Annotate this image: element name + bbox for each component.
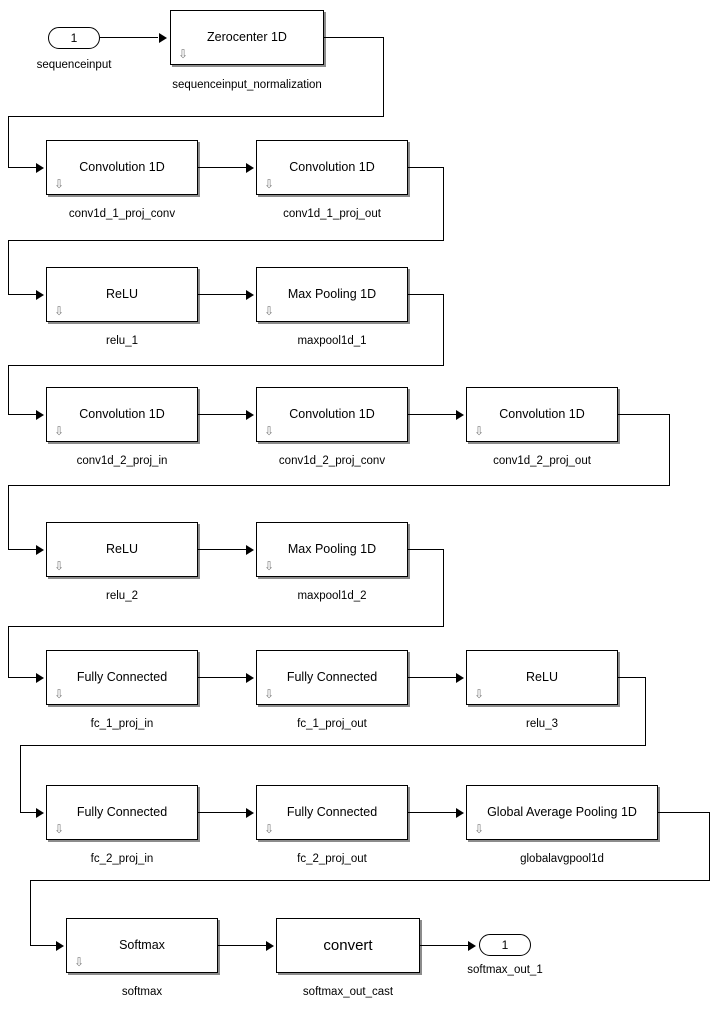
caption-relu-2: relu_2 [106, 590, 138, 602]
wire-r2-out [408, 167, 444, 168]
block-label: ReLU [526, 670, 558, 685]
arrow-relu-3-in [456, 673, 464, 683]
arrow-fc-2-proj-out-in [246, 808, 254, 818]
block-label: ReLU [106, 287, 138, 302]
wire-r8-mid [218, 945, 266, 946]
input-port-label: 1 [70, 31, 78, 45]
block-conv1d-1-proj-out[interactable] [256, 140, 408, 195]
wire-r2-left [8, 240, 444, 241]
wire-r6-down2 [645, 677, 646, 746]
wire-r4-left [8, 485, 670, 486]
block-fc-2-proj-in[interactable] [46, 785, 198, 840]
block-softmax[interactable] [66, 918, 218, 973]
wire-r6-in [8, 677, 38, 678]
wire-r4-down [8, 365, 9, 415]
caption-maxpool1d-1: maxpool1d_1 [297, 335, 367, 347]
deep-learning-badge-icon: ⇩ [473, 424, 485, 438]
wire-r2-down2 [443, 167, 444, 241]
caption-conv1d-2-proj-out: conv1d_2_proj_out [493, 455, 591, 467]
block-label: Global Average Pooling 1D [487, 805, 637, 820]
wire-r6-mid2 [408, 677, 456, 678]
wire-r4-mid1 [198, 414, 246, 415]
block-relu-2[interactable] [46, 522, 198, 577]
block-label: Convolution 1D [289, 160, 375, 175]
wire-r8-out [420, 945, 468, 946]
deep-learning-badge-icon: ⇩ [53, 424, 65, 438]
wire-r2-down [8, 116, 9, 168]
caption-fc-1-proj-out: fc_1_proj_out [297, 718, 367, 730]
block-softmax-out-cast[interactable] [276, 918, 420, 973]
deep-learning-badge-icon: ⇩ [53, 559, 65, 573]
block-conv1d-2-proj-conv[interactable] [256, 387, 408, 442]
arrow-maxpool1d-2-in [246, 545, 254, 555]
block-conv1d-1-proj-conv[interactable] [46, 140, 198, 195]
wire-r5-in [8, 549, 38, 550]
caption-conv1d-2-proj-conv: conv1d_2_proj_conv [278, 455, 386, 467]
wire-input-to-zerocenter [100, 37, 158, 38]
arrow-conv1d-2-proj-in-in [36, 410, 44, 420]
wire-r6-down [8, 626, 9, 678]
wire-r5-left [8, 626, 444, 627]
arrow-maxpool1d-1-in [246, 290, 254, 300]
wire-r5-out [408, 549, 444, 550]
block-maxpool1d-1[interactable] [256, 267, 408, 322]
deep-learning-badge-icon: ⇩ [177, 47, 189, 61]
block-globalavgpool1d[interactable] [466, 785, 658, 840]
caption-fc-1-proj-in: fc_1_proj_in [90, 718, 154, 730]
wire-r7-down2 [709, 812, 710, 881]
block-maxpool1d-2[interactable] [256, 522, 408, 577]
wire-r2-in [8, 167, 38, 168]
arrow-zerocenter-in [159, 33, 167, 43]
block-label: Convolution 1D [289, 407, 375, 422]
block-fc-1-proj-in[interactable] [46, 650, 198, 705]
wire-r3-in [8, 294, 38, 295]
caption-maxpool1d-2: maxpool1d_2 [297, 590, 367, 602]
wire-r1-down [383, 37, 384, 117]
deep-learning-badge-icon: ⇩ [53, 687, 65, 701]
caption-sequenceinput: sequenceinput [36, 59, 112, 71]
arrow-fc-1-proj-out-in [246, 673, 254, 683]
arrow-globalavgpool1d-in [456, 808, 464, 818]
wire-r5-mid [198, 549, 246, 550]
wire-r6-left [20, 745, 646, 746]
wire-r7-mid2 [408, 812, 456, 813]
wire-r3-down2 [443, 294, 444, 366]
block-fc-1-proj-out[interactable] [256, 650, 408, 705]
caption-sequenceinput-normalization: sequenceinput_normalization [172, 79, 322, 91]
arrow-softmax-in [56, 941, 64, 951]
deep-learning-badge-icon: ⇩ [73, 955, 85, 969]
wire-r4-mid2 [408, 414, 456, 415]
wire-r4-out [618, 414, 670, 415]
deep-learning-badge-icon: ⇩ [263, 424, 275, 438]
wire-r6-out [618, 677, 646, 678]
caption-globalavgpool1d: globalavgpool1d [520, 853, 604, 865]
wire-r3-left [8, 365, 444, 366]
wire-r1-left [8, 116, 384, 117]
wire-r7-mid1 [198, 812, 246, 813]
block-label: ReLU [106, 542, 138, 557]
wire-r5-down2 [443, 549, 444, 627]
block-label: Fully Connected [286, 805, 378, 820]
block-label: Fully Connected [76, 805, 168, 820]
wire-r4-down2 [669, 414, 670, 486]
block-label: Convolution 1D [499, 407, 585, 422]
block-sequenceinput-normalization[interactable] [170, 10, 324, 65]
arrow-conv1d-1-proj-out-in [246, 163, 254, 173]
caption-softmax-out-1: softmax_out_1 [467, 964, 543, 976]
caption-conv1d-1-proj-conv: conv1d_1_proj_conv [68, 208, 176, 220]
wire-r2-mid [198, 167, 246, 168]
caption-relu-3: relu_3 [526, 718, 558, 730]
block-label: Max Pooling 1D [287, 287, 377, 302]
arrow-output-port-in [468, 941, 476, 951]
input-port-sequenceinput[interactable] [48, 27, 100, 49]
deep-learning-badge-icon: ⇩ [263, 177, 275, 191]
caption-softmax-out-cast: softmax_out_cast [302, 986, 394, 998]
wire-r7-out [658, 812, 710, 813]
block-conv1d-2-proj-in[interactable] [46, 387, 198, 442]
wire-r8-down [30, 880, 31, 946]
wire-r3-out [408, 294, 444, 295]
wire-r1-out [324, 37, 384, 38]
arrow-fc-2-proj-in-in [36, 808, 44, 818]
deep-learning-badge-icon: ⇩ [263, 304, 275, 318]
block-label: Convolution 1D [79, 407, 165, 422]
block-label: Max Pooling 1D [287, 542, 377, 557]
output-port-softmax-out-1[interactable] [479, 934, 531, 956]
block-fc-2-proj-out[interactable] [256, 785, 408, 840]
arrow-conv1d-2-proj-conv-in [246, 410, 254, 420]
wire-r5-down [8, 485, 9, 549]
caption-conv1d-1-proj-out: conv1d_1_proj_out [283, 208, 381, 220]
block-label: convert [323, 936, 373, 954]
wire-r7-down [20, 745, 21, 813]
block-relu-3[interactable] [466, 650, 618, 705]
wire-r4-in [8, 414, 38, 415]
block-relu-1[interactable] [46, 267, 198, 322]
deep-learning-badge-icon: ⇩ [473, 822, 485, 836]
block-label: Softmax [119, 938, 165, 953]
output-port-label: 1 [501, 938, 509, 952]
arrow-softmax-out-cast-in [266, 941, 274, 951]
arrow-conv1d-1-proj-conv-in [36, 163, 44, 173]
wire-r3-mid [198, 294, 246, 295]
block-conv1d-2-proj-out[interactable] [466, 387, 618, 442]
caption-softmax: softmax [121, 986, 163, 998]
wire-r6-mid1 [198, 677, 246, 678]
wire-r7-left [30, 880, 710, 881]
caption-conv1d-2-proj-in: conv1d_2_proj_in [76, 455, 168, 467]
caption-relu-1: relu_1 [106, 335, 138, 347]
arrow-fc-1-proj-in-in [36, 673, 44, 683]
deep-learning-badge-icon: ⇩ [53, 304, 65, 318]
deep-learning-badge-icon: ⇩ [53, 177, 65, 191]
block-label: Fully Connected [76, 670, 168, 685]
caption-fc-2-proj-in: fc_2_proj_in [90, 853, 154, 865]
wire-r3-down [8, 240, 9, 295]
wire-r8-in [30, 945, 58, 946]
arrow-conv1d-2-proj-out-in [456, 410, 464, 420]
deep-learning-badge-icon: ⇩ [473, 687, 485, 701]
block-label: Zerocenter 1D [207, 30, 287, 45]
block-label: Convolution 1D [79, 160, 165, 175]
deep-learning-badge-icon: ⇩ [263, 687, 275, 701]
arrow-relu-2-in [36, 545, 44, 555]
arrow-relu-1-in [36, 290, 44, 300]
deep-learning-badge-icon: ⇩ [53, 822, 65, 836]
deep-learning-badge-icon: ⇩ [263, 822, 275, 836]
caption-fc-2-proj-out: fc_2_proj_out [297, 853, 367, 865]
block-label: Fully Connected [286, 670, 378, 685]
deep-learning-badge-icon: ⇩ [263, 559, 275, 573]
